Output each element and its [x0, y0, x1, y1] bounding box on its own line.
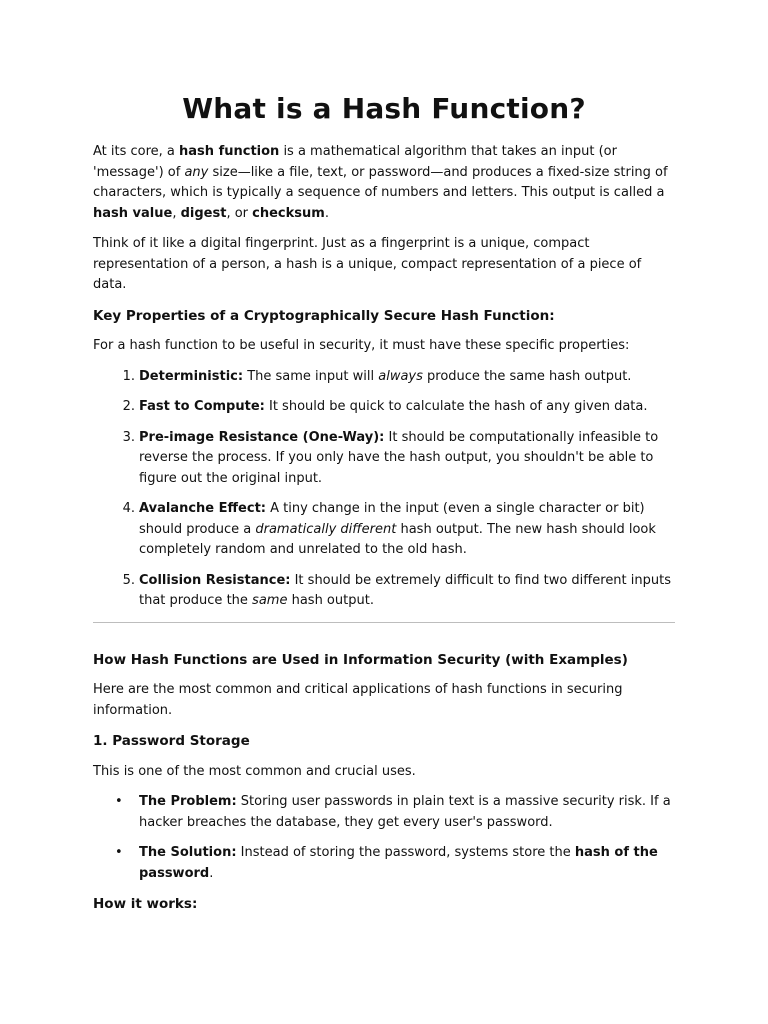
- property-text: It should be computationally infeasible to reverse the process. If you only have the hash output, you shouldn't be able to figure out the original input.: [139, 429, 659, 486]
- list-item: [93, 499, 675, 561]
- term-hash-value: hash value: [93, 205, 173, 221]
- property-text: A tiny change in the input (even a single character or bit) should produce a: [139, 501, 645, 537]
- properties-list: [93, 367, 675, 612]
- list-item: [93, 571, 675, 612]
- bullet-marker: •: [115, 845, 123, 860]
- property-text: hash output.: [287, 593, 374, 608]
- solution-label: The Solution:: [139, 845, 237, 860]
- intro-text: , or: [226, 205, 253, 221]
- intro-text: .: [324, 205, 329, 221]
- list-item: [93, 843, 675, 884]
- properties-lead: For a hash function to be useful in security, it must have these specific properties:: [93, 338, 630, 353]
- property-emphasis: same: [252, 593, 288, 608]
- term-digest: digest: [180, 205, 227, 221]
- solution-text: Instead of storing the password, systems store the: [236, 845, 575, 860]
- intro-text: At its core, a: [93, 144, 180, 159]
- property-emphasis: always: [378, 368, 423, 384]
- list-number: 3.: [122, 429, 135, 445]
- property-label: Deterministic:: [139, 368, 244, 384]
- property-label: Collision Resistance:: [139, 572, 291, 588]
- solution-end: .: [209, 865, 214, 881]
- intro-text: ,: [172, 205, 181, 221]
- list-item: [93, 792, 675, 833]
- section-divider: [93, 622, 675, 623]
- password-storage-lead: This is one of the most common and crucial uses.: [93, 763, 416, 779]
- property-text: It should be quick to calculate the hash of any given data.: [264, 399, 648, 414]
- properties-heading: Key Properties of a Cryptographically Secure Hash Function:: [93, 307, 555, 324]
- list-number: 2.: [122, 399, 135, 414]
- usage-heading: How Hash Functions are Used in Information Security (with Examples): [93, 651, 628, 668]
- list-item: [93, 367, 675, 388]
- term-hash-function: hash function: [179, 144, 280, 159]
- list-item: [93, 397, 675, 418]
- property-text: The same input will: [243, 368, 379, 384]
- list-number: 4.: [122, 501, 135, 516]
- fingerprint-paragraph: Think of it like a digital fingerprint. Just as a fingerprint is a unique, compact representation of a person, a hash is a unique, compact representation of a piece of data.: [93, 236, 642, 292]
- bullet-marker: •: [115, 794, 123, 809]
- property-emphasis: dramatically different: [255, 521, 397, 537]
- emphasis-any: any: [184, 164, 209, 180]
- term-checksum: checksum: [252, 205, 325, 221]
- password-storage-heading: 1. Password Storage: [93, 733, 250, 749]
- property-label: Avalanche Effect:: [139, 501, 266, 516]
- property-label: Pre-image Resistance (One-Way):: [139, 429, 385, 445]
- intro-text: is a mathematical algorithm that takes an input (or 'message') of: [93, 144, 617, 180]
- list-number: 5.: [122, 572, 135, 588]
- page-title: What is a Hash Function?: [182, 92, 586, 125]
- how-it-works-heading: How it works:: [93, 896, 198, 912]
- usage-lead: Here are the most common and critical applications of hash functions in securing information.: [93, 682, 623, 718]
- list-number: 1.: [122, 368, 135, 384]
- list-item: [93, 428, 675, 490]
- problem-label: The Problem:: [139, 794, 237, 809]
- intro-paragraph: [93, 142, 675, 224]
- password-bullets: [93, 792, 675, 884]
- problem-text: Storing user passwords in plain text is a massive security risk. If a hacker breaches the database, they get every user's password.: [139, 794, 671, 830]
- solution-bold: hash of the password: [139, 845, 658, 881]
- property-text: produce the same hash output.: [422, 368, 632, 384]
- property-text: It should be extremely difficult to find two different inputs that produce the: [139, 572, 671, 608]
- intro-text: size—like a file, text, or password—and produces a fixed-size string of characters, which is typically a sequence of numbers and letters. This output is called a: [93, 164, 668, 200]
- property-label: Fast to Compute:: [139, 399, 265, 414]
- property-text: hash output. The new hash should look completely random and unrelated to the old hash.: [139, 521, 656, 557]
